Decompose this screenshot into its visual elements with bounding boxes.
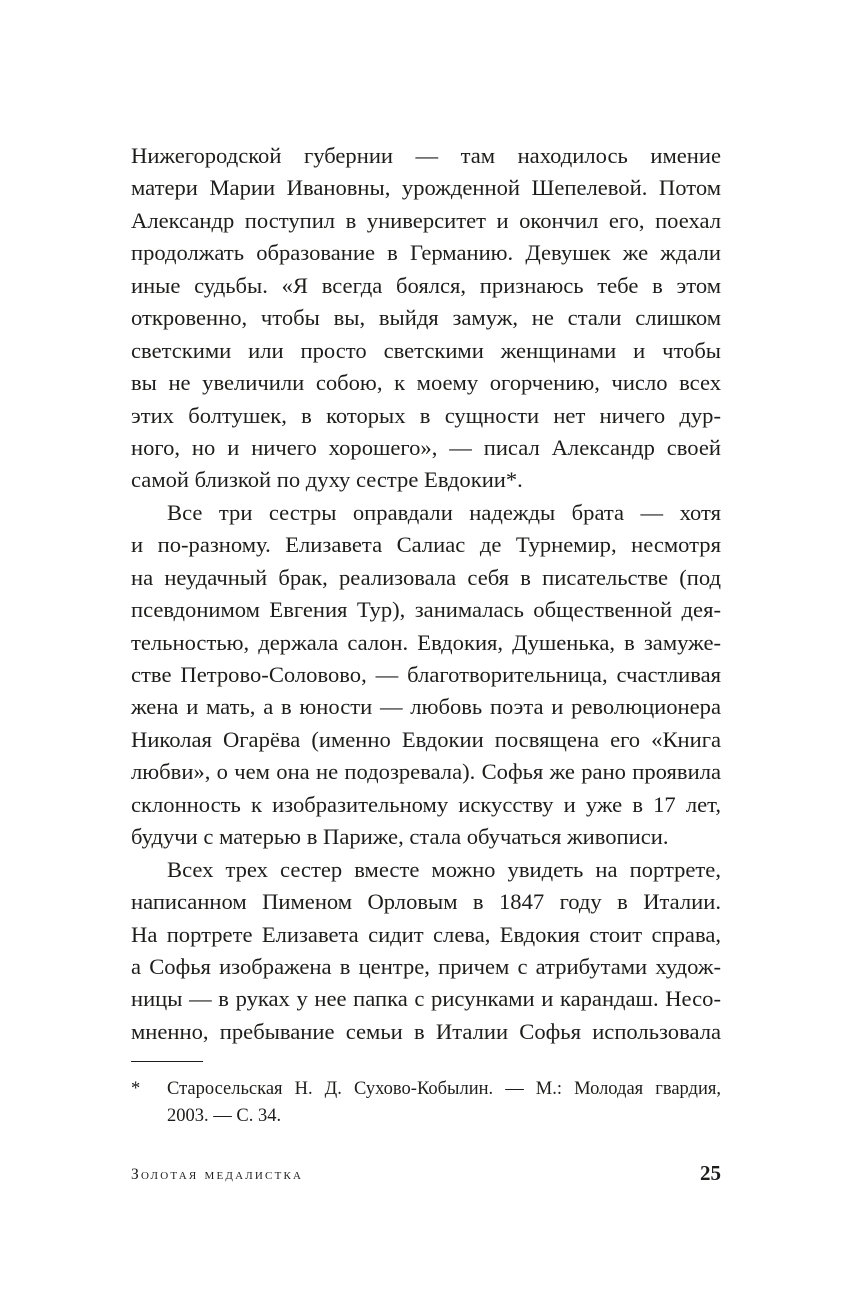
paragraph-3 [131,854,721,1049]
text-line: жена и мать, а в юности — любовь поэта и революционера [131,694,721,720]
text-line: На портрете Елизавета сидит слева, Евдокия стоит справа, [131,921,721,947]
body-text [131,140,721,1048]
text-line: Александр поступил в университет и окончил его, поехал [131,207,721,233]
text-line: Всех трех сестер вместе можно увидеть на портрете, [167,856,721,882]
text-line: продолжать образование в Германию. Девушек же ждали [131,240,721,266]
text-line: псевдонимом Евгения Тур), занималась общественной дея- [131,597,721,623]
text-line: Николая Огарёва (именно Евдокии посвящена его «Книга [131,726,721,752]
text-line: самой близкой по духу сестре Евдокии*. [131,467,523,493]
footnote-mark: * [131,1079,141,1099]
text-line: светскими или просто светскими женщинами и чтобы [131,337,721,363]
text-line: откровенно, чтобы вы, выйдя замуж, не стали слишком [131,305,721,331]
footnote-divider [131,1061,203,1062]
text-line: вы не увеличили собою, к моему огорчению, число всех [131,370,721,396]
page-number: 25 [700,1161,721,1185]
text-line: тельностью, держала салон. Евдокия, Душенька, в замуже- [131,629,721,655]
paragraph-2 [131,497,721,854]
text-line: мненно, пребывание семьи в Италии Софья использовала [131,1018,721,1044]
paragraph-1 [131,140,721,497]
text-line: склонность к изобразительному искусству и уже в 17 лет, [131,791,721,817]
text-line: ницы — в руках у нее папка с рисунками и карандаш. Несо- [131,986,721,1012]
footnote-line: Старосельская Н. Д. Сухово-Кобылин. — М.: Молодая гвардия, [167,1079,721,1099]
text-line: матери Марии Ивановны, урожденной Шепелевой. Потом [131,175,721,201]
footnote [131,1076,721,1130]
text-line: Нижегородской губернии — там находилось имение [131,143,721,168]
text-line: любви», о чем она не подозревала). Софья же рано проявила [131,759,721,785]
text-line: ного, но и ничего хорошего», — писал Александр своей [131,434,721,460]
text-line: будучи с матерью в Париже, стала обучаться живописи. [131,824,669,850]
text-line: стве Петрово-Соловово, — благотворительница, счастливая [131,662,721,687]
footnote-line: 2003. — С. 34. [167,1106,282,1126]
text-line: Все три сестры оправдали надежды брата — хотя [167,499,721,525]
text-line: на неудачный брак, реализовала себя в писательстве (под [131,564,721,590]
text-line: иные судьбы. «Я всегда боялся, признаюсь тебе в этом [131,272,721,298]
running-title: Золотая медалистка [131,1166,304,1183]
text-line: а Софья изображена в центре, причем с атрибутами худож- [131,953,721,979]
text-line: и по-разному. Елизавета Салиас де Турнемир, несмотря [131,532,721,558]
text-line: написанном Пименом Орловым в 1847 году в Италии. [131,889,721,915]
text-line: этих болтушек, в которых в сущности нет ничего дур- [131,402,721,428]
